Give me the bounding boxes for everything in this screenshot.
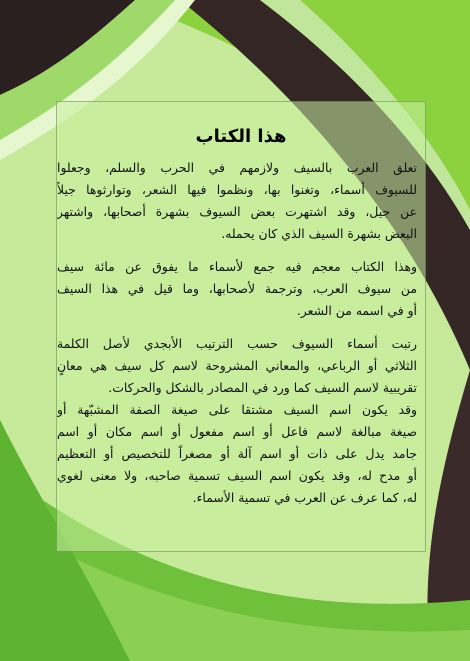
text-line: تعلق العرب بالسيف ولازمهم في الحرب والسلم، وجعلوا (57, 160, 417, 175)
text-line: للسيوف أسماء، وتغنوا بها، ونظموا فيها الشعر، وتوارثوها جيلاً (57, 182, 417, 197)
text-line: له، كما عرف عن العرب في تسمية الأسماء. (192, 490, 417, 505)
text-line: أو مدح له، وقد يكون اسم السيف تسمية صاحبه، ولا معنى لغوي (57, 468, 417, 483)
text-line: جامد يدل على ذات أو اسم آلة أو مصغراً للتخصيص أو التعظيم (57, 446, 417, 461)
text-line: من سيوف العرب، وترجمة لأصحابها، وما قيل في هذا السيف (57, 281, 417, 296)
text-line: عن جيل، وقد اشتهرت بعض السيوف بشهرة أصحابها، واشتهر (57, 204, 417, 219)
text-line: صيغة مبالغة لاسم فاعل أو اسم مفعول أو اسم مكان أو اسم (57, 424, 417, 439)
text-line: البعض بشهرة السيف الذي كان يحمله. (221, 226, 417, 241)
text-line: وقد يكون اسم السيف مشتقا على صيغة الصفة المشبّهة أو (57, 402, 417, 417)
page-title: هذا الكتاب (195, 126, 287, 147)
text-line: تقريبية لاسم السيف كما ورد في المصادر بالشكل والحركات. (108, 380, 417, 395)
text-line: رتبت أسماء السيوف حسب الترتيب الأبجدي لأصل الكلمة (57, 336, 417, 351)
text-line: الثلاثي أو الرباعي، والمعاني المشروحة لاسم كل سيف هي معانٍ (57, 358, 417, 373)
text-line: وهذا الكتاب معجم فيه جمع لأسماء ما يفوق عن مائة سيف (57, 259, 417, 274)
text-line: أو في اسمه من الشعر. (296, 303, 417, 318)
